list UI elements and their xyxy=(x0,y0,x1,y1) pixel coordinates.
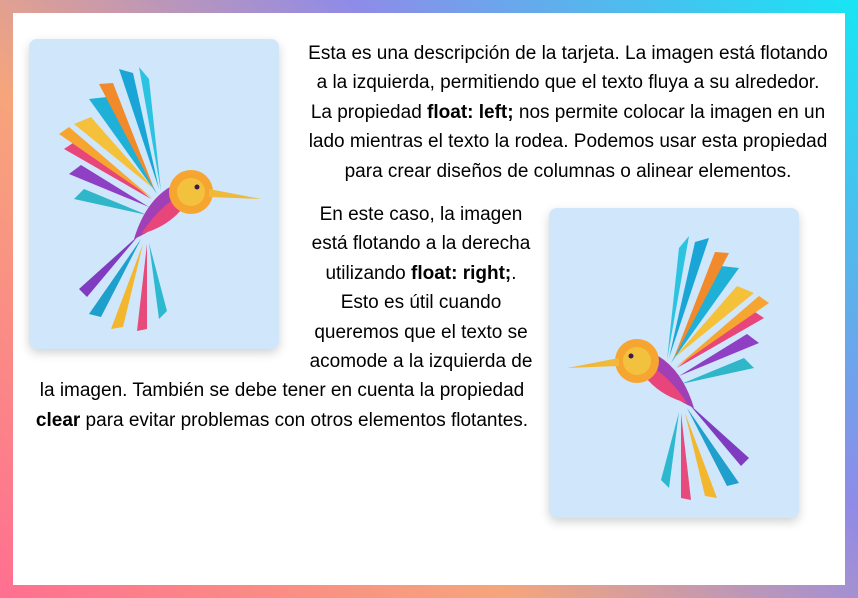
hummingbird-icon xyxy=(29,39,279,349)
code-clear: clear xyxy=(35,409,81,431)
paragraph-2-text-before: En este caso, la imagen está flotando a la derecha utilizando xyxy=(311,204,531,284)
paragraph-2-text-after: para evitar problemas con otros elementos flotantes. xyxy=(80,409,529,431)
paragraph-1-text-before: Esta es una descripción de la tarjeta. La imagen está flotando a la izquierda, permitiendo que el texto fluya a su alrededor. La propiedad xyxy=(308,43,828,123)
card xyxy=(13,13,845,585)
hummingbird-image-right xyxy=(549,208,799,518)
paragraph-2-text-middle: . Esto es útil cuando queremos que el texto se acomode a la izquierda de la imagen. También se debe tener en cuenta la propiedad xyxy=(39,262,533,402)
code-float-left: float: left; xyxy=(427,101,514,123)
code-float-right: float: right; xyxy=(411,262,512,284)
hummingbird-image-left xyxy=(29,39,279,349)
hummingbird-icon xyxy=(549,208,799,518)
paragraph-1-text-after: nos permite colocar la imagen en un lado mientras el texto la rodea. Podemos usar esta propiedad para crear diseños de columnas o alinear elementos. xyxy=(308,101,828,182)
